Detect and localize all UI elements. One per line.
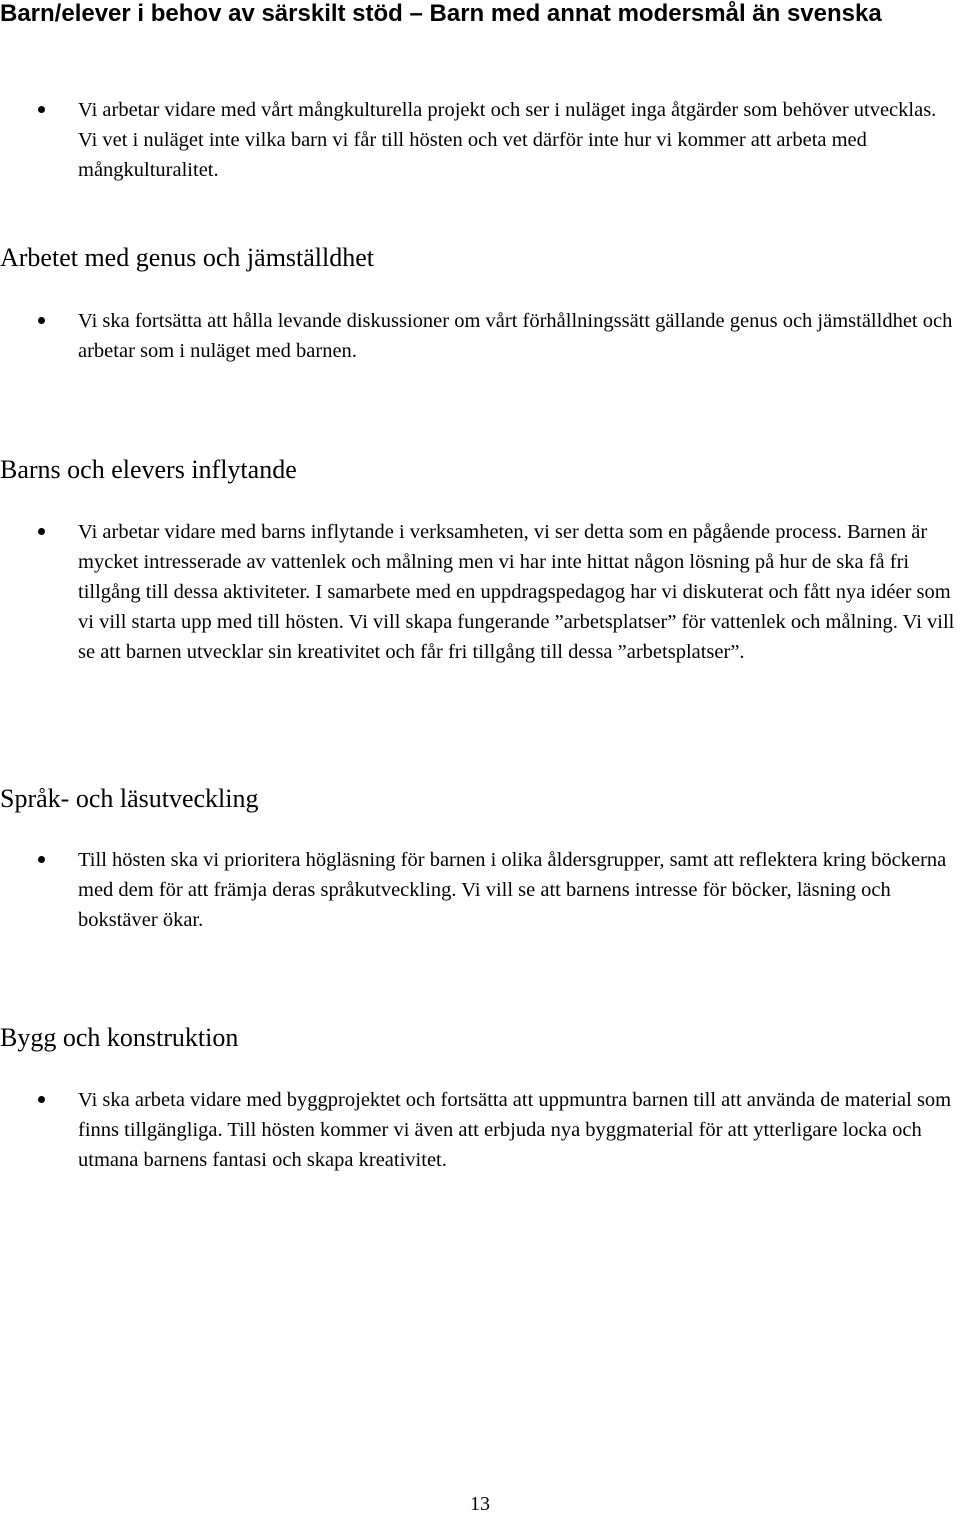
section-heading-special-support: Barn/elever i behov av särskilt stöd – Barn med annat modersmål än svenska [0, 0, 882, 27]
bullet-text-gender-equality: Vi ska fortsätta att hålla levande diskussioner om vårt förhållningssätt gällande genus och jämställdhet och arbetar som i nuläget med barnen. [78, 310, 953, 362]
bullet-icon [38, 856, 45, 863]
bullet-text-language: Till hösten ska vi prioritera högläsning för barnen i olika åldersgrupper, samt att reflektera kring böckerna med dem för att främja deras språkutveckling. Vi vill se att barnens intresse för böcker, läsning och bokstäver ökar. [78, 849, 947, 931]
section-heading-gender-equality: Arbetet med genus och jämställdhet [0, 243, 375, 272]
bullet-icon [38, 106, 45, 113]
section-heading-language: Språk- och läsutveckling [0, 784, 259, 813]
page-number: 13 [470, 1493, 490, 1515]
section-heading-influence: Barns och elevers inflytande [0, 455, 297, 484]
bullet-icon [38, 317, 45, 324]
section-heading-construction: Bygg och konstruktion [0, 1023, 239, 1052]
bullet-text-construction: Vi ska arbeta vidare med byggprojektet och fortsätta att uppmuntra barnen till att använda de material som finns tillgängliga. Till hösten kommer vi även att erbjuda nya byggmaterial för att ytterligare locka och utmana barnens fantasi och skapa kreativitet. [78, 1089, 952, 1171]
bullet-icon [38, 528, 45, 535]
bullet-icon [38, 1096, 45, 1103]
bullet-text-special-support: Vi arbetar vidare med vårt mångkulturella projekt och ser i nuläget inga åtgärder som behöver utvecklas. Vi vet i nuläget inte vilka barn vi får till hösten och vet därför inte hur vi kommer att arbeta med mångkulturalitet. [78, 99, 937, 181]
bullet-text-influence: Vi arbetar vidare med barns inflytande i verksamheten, vi ser detta som en pågående process. Barnen är mycket intresserade av vattenlek och målning men vi har inte hittat någon lösning på hur de ska få fri tillgång till dessa aktiviteter. I samarbete med en uppdragspedagog har vi diskuterat och fått nya idéer som vi vill starta upp med till hösten. Vi vill skapa fungerande ”arbetsplatser” för vattenlek och målning. Vi vill se att barnen utvecklar sin kreativitet och får fri tillgång till dessa ”arbetsplatser”. [78, 521, 955, 663]
